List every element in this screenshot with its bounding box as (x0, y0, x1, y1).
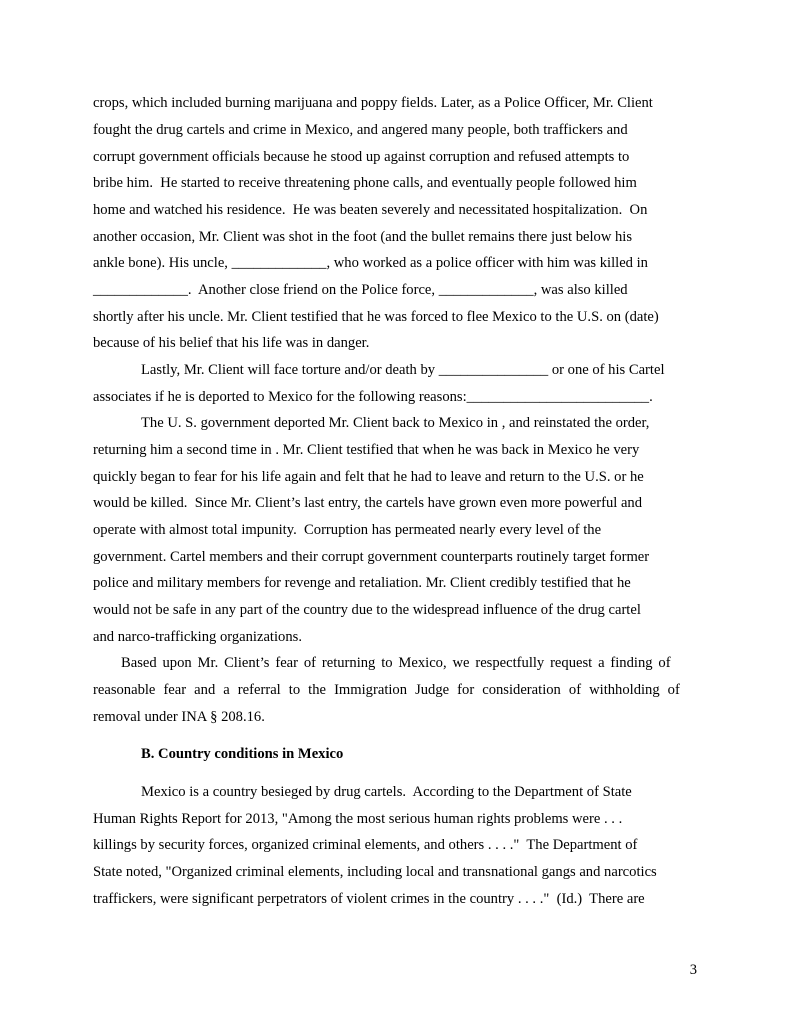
body-line: traffickers, were significant perpetrators of violent crimes in the country . . . ." (Id.) There are (93, 891, 645, 907)
body-line: government. Cartel members and their corrupt government counterparts routinely target former (93, 549, 650, 565)
body-line: fought the drug cartels and crime in Mexico, and angered many people, both traffickers and (93, 122, 628, 138)
body-line: Mexico is a country besieged by drug cartels. According to the Department of State (141, 784, 632, 800)
body-line: and narco-trafficking organizations. (93, 629, 302, 645)
body-line: removal under INA § 208.16. (93, 709, 265, 725)
body-line: because of his belief that his life was in danger. (93, 335, 370, 351)
page-number: 3 (689, 962, 697, 978)
body-line: home and watched his residence. He was beaten severely and necessitated hospitalization. On (93, 202, 648, 218)
body-line: operate with almost total impunity. Corruption has permeated nearly every level of the (93, 522, 602, 538)
body-line: quickly began to fear for his life again and felt that he had to leave and return to the U.S. or he (93, 469, 644, 485)
body-line: corrupt government officials because he stood up against corruption and refused attempts to (93, 149, 630, 165)
body-line: another occasion, Mr. Client was shot in the foot (and the bullet remains there just below his (93, 229, 633, 245)
body-line: Based upon Mr. Client’s fear of returning to Mexico, we respectfully request a finding of (121, 655, 671, 671)
body-line: _____________. Another close friend on the Police force, _____________, was also killed (93, 282, 628, 298)
body-line: police and military members for revenge and retaliation. Mr. Client credibly testified that he (93, 575, 631, 591)
body-line: State noted, "Organized criminal elements, including local and transnational gangs and narcotics (93, 864, 657, 880)
body-line: returning him a second time in . Mr. Client testified that when he was back in Mexico he very (93, 442, 640, 458)
body-line: shortly after his uncle. Mr. Client testified that he was forced to flee Mexico to the U.S. on (date) (93, 309, 659, 325)
body-line: Lastly, Mr. Client will face torture and/or death by _______________ or one of his Cartel (141, 362, 665, 378)
body-line: ankle bone). His uncle, _____________, who worked as a police officer with him was killed in (93, 255, 648, 271)
body-line: crops, which included burning marijuana and poppy fields. Later, as a Police Officer, Mr. Client (93, 95, 653, 111)
body-line: The U. S. government deported Mr. Client back to Mexico in , and reinstated the order, (141, 415, 650, 431)
body-line: bribe him. He started to receive threatening phone calls, and eventually people followed him (93, 175, 637, 191)
body-line: would not be safe in any part of the country due to the widespread influence of the drug cartel (93, 602, 641, 618)
section-heading: B. Country conditions in Mexico (141, 746, 344, 762)
body-line: associates if he is deported to Mexico for the following reasons:_________________________. (93, 389, 653, 405)
body-line: would be killed. Since Mr. Client’s last entry, the cartels have grown even more powerful and (93, 495, 643, 511)
body-line: Human Rights Report for 2013, "Among the most serious human rights problems were . . . (93, 811, 623, 827)
body-line: reasonable fear and a referral to the Immigration Judge for consideration of withholding of (93, 682, 680, 698)
body-line: killings by security forces, organized criminal elements, and others . . . ." The Department of (93, 837, 638, 853)
